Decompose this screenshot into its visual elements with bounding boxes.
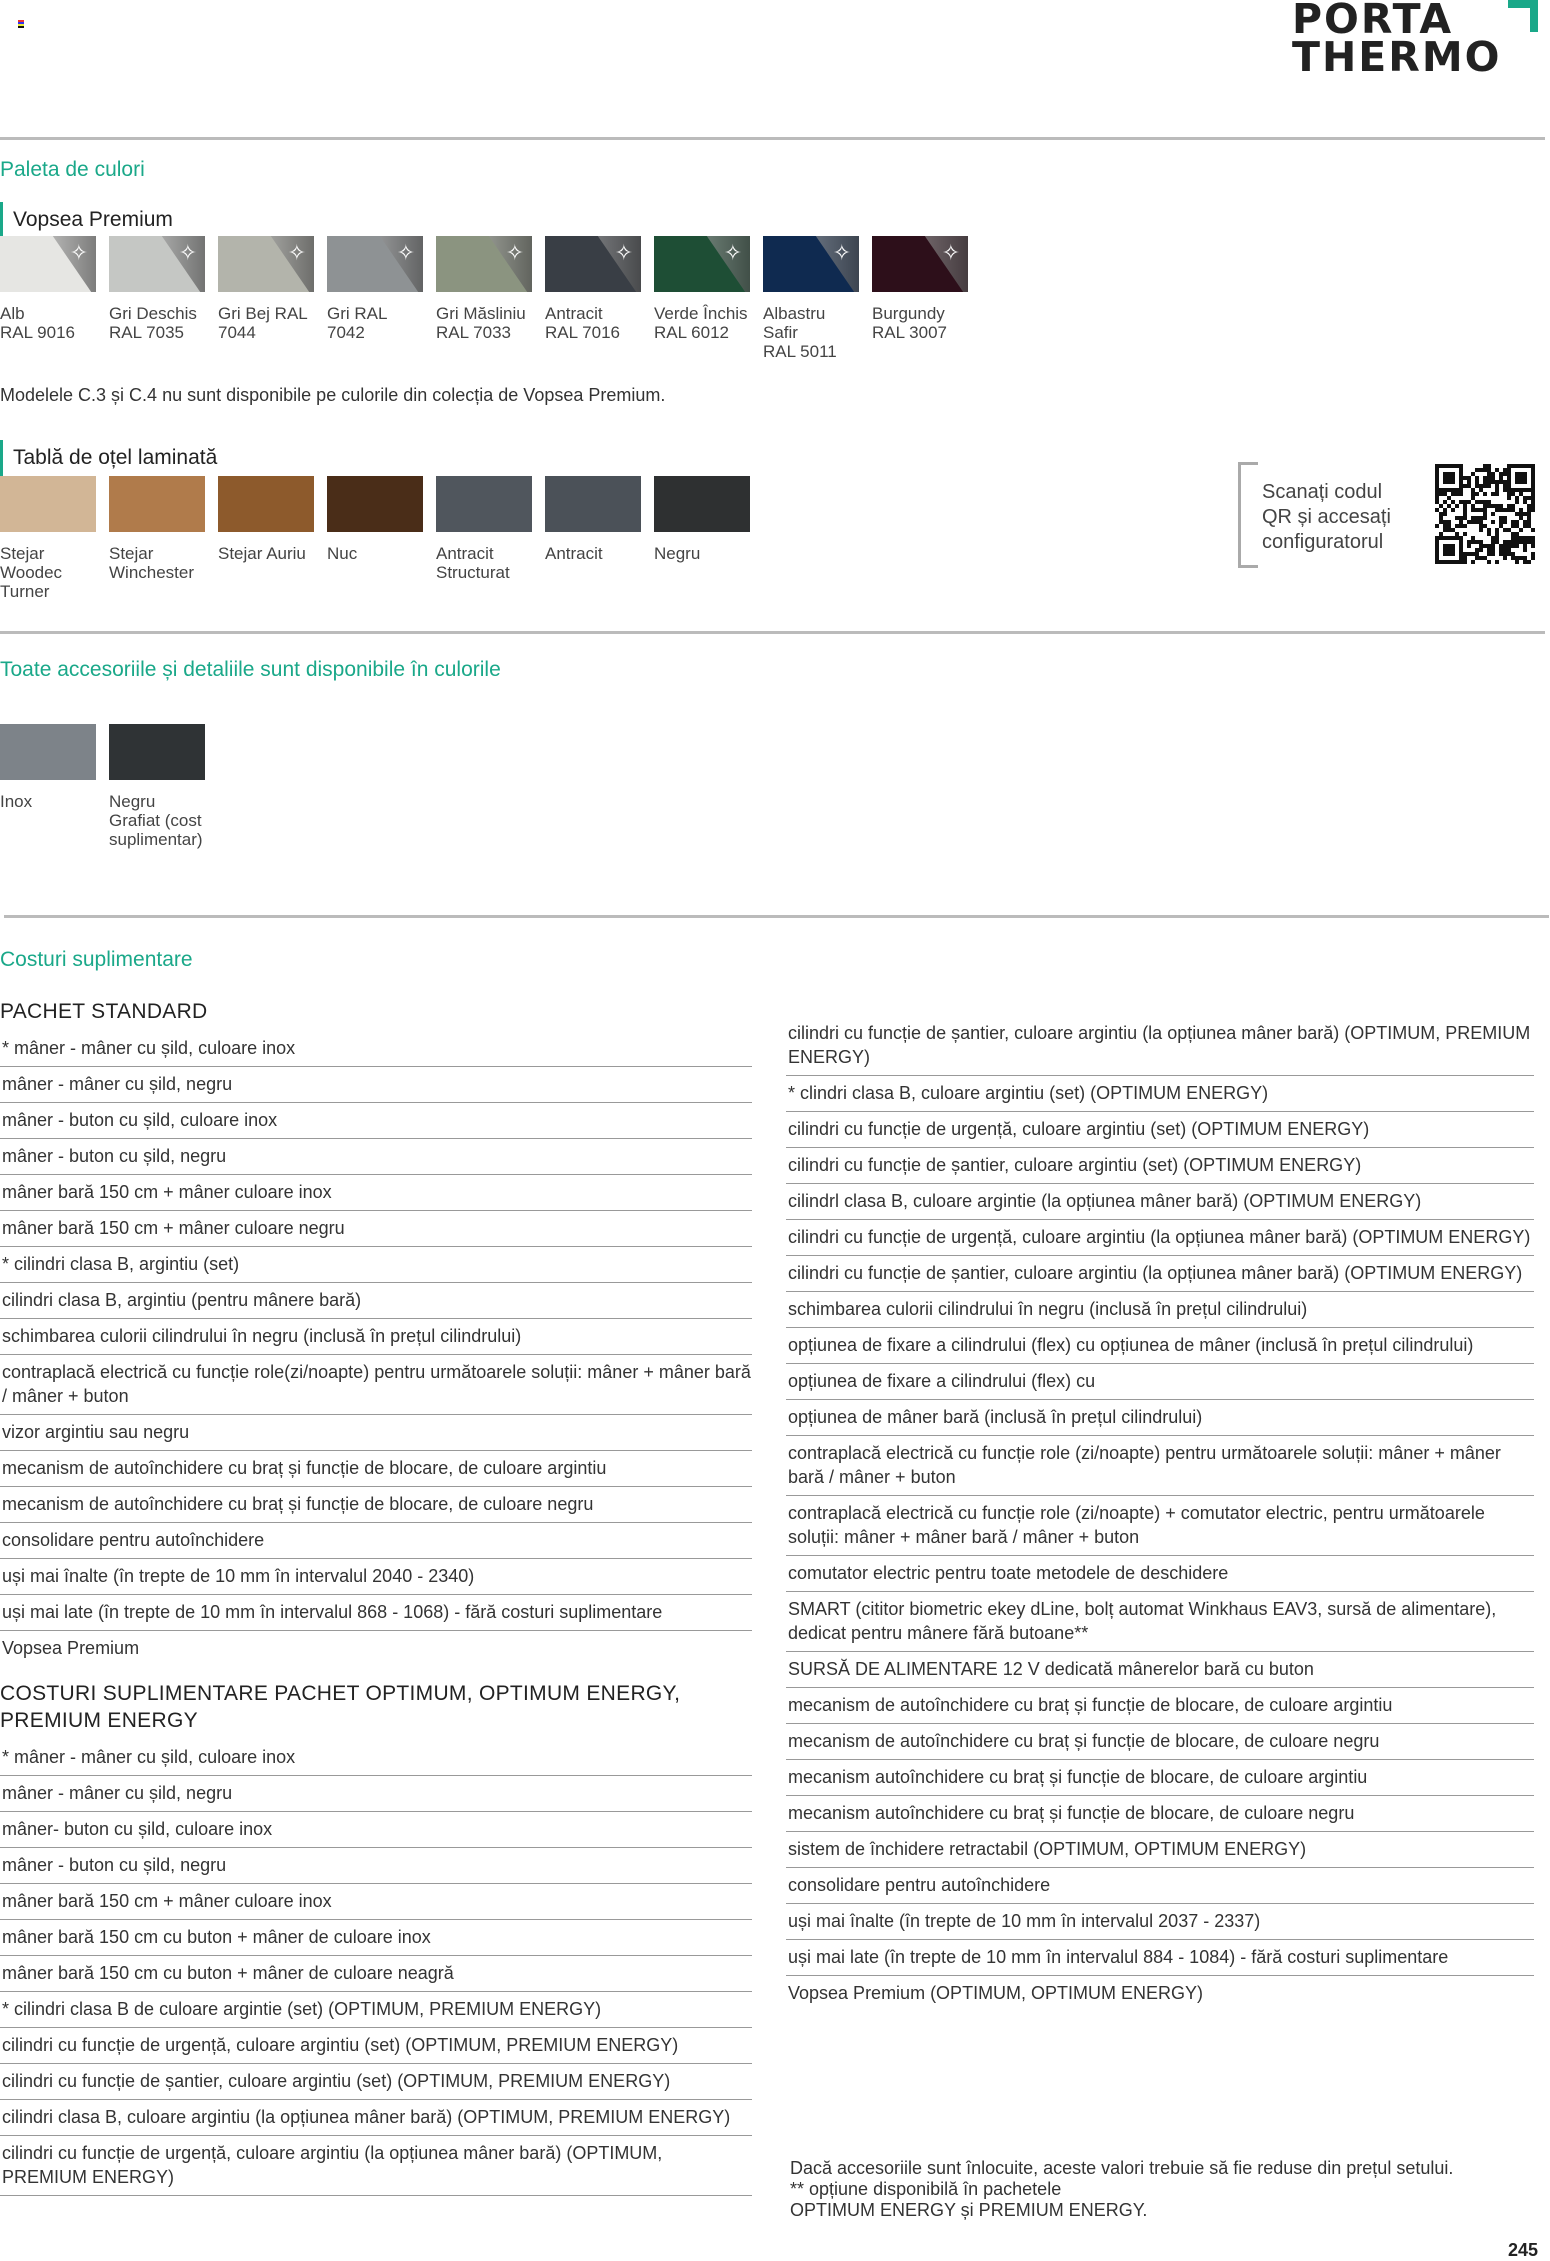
- cost-item: mâner - buton cu șild, culoare inox: [0, 1103, 752, 1139]
- swatch-name: Gri Măsliniu: [436, 304, 526, 323]
- swatch-code: RAL 9016: [0, 323, 75, 342]
- cost-item: Vopsea Premium: [2, 1638, 140, 1658]
- cost-item: * mâner - mâner cu șild, culoare inox: [0, 1740, 752, 1776]
- swatch-chip: [0, 724, 96, 780]
- swatch-label: [327, 304, 423, 342]
- page-number: 245: [1508, 2240, 1539, 2260]
- swatch-label: [0, 544, 96, 601]
- qr-caption: Scanați codul QR și accesați configuratorul: [1262, 481, 1391, 553]
- color-swatch: [436, 476, 532, 601]
- swatch-name: Albastru Safir: [763, 304, 826, 342]
- cost-item: mâner - mâner cu șild, negru: [0, 1776, 752, 1812]
- sparkle-icon: ✧: [505, 240, 524, 265]
- sparkle-icon: ✧: [832, 240, 851, 265]
- standard-heading: PACHET STANDARD: [0, 1000, 208, 1023]
- laminate-heading: Tablă de oțel laminată: [0, 440, 217, 476]
- swatch-code: 7044: [218, 323, 256, 342]
- divider: [0, 631, 1545, 634]
- cost-item: cilindri cu funcție de șantier, culoare argintiu (la opțiunea mâner bară) (OPTIMUM ENERGY): [786, 1256, 1534, 1292]
- color-swatch: [109, 476, 205, 601]
- sparkle-icon: ✧: [723, 240, 742, 265]
- swatch-chip: [545, 236, 641, 292]
- cost-item: Vopsea Premium (OPTIMUM, OPTIMUM ENERGY): [788, 1983, 1204, 2003]
- cost-item: contraplacă electrică cu funcție role (zi/noapte) + comutator electric, pentru următoarele soluții: mâner + mâner bară / mâner + buton: [786, 1496, 1534, 1556]
- swatch-code: RAL 7035: [109, 323, 184, 342]
- cost-item: cilindri cu funcție de urgență, culoare argintiu (la opțiunea mâner bară) (OPTIMUM ENERGY): [786, 1220, 1534, 1256]
- swatch-name: Gri Bej RAL: [218, 304, 308, 323]
- cost-item: opțiunea de fixare a cilindrului (flex) cu opțiunea de mâner (inclusă în prețul cilindrului): [786, 1328, 1534, 1364]
- color-swatch: [327, 236, 423, 361]
- section-title-palette: Paleta de culori: [0, 158, 145, 181]
- swatch-name: Negru: [654, 544, 701, 563]
- logo-line-2: THERMO: [1292, 33, 1502, 81]
- cost-item: mâner bară 150 cm + mâner culoare inox: [0, 1175, 752, 1211]
- color-swatch: [872, 236, 968, 361]
- swatch-label: [327, 544, 423, 563]
- color-swatch: [545, 476, 641, 601]
- divider: [0, 137, 1545, 140]
- cost-item: cilindrl clasa B, culoare argintie (la opțiunea mâner bară) (OPTIMUM ENERGY): [786, 1184, 1534, 1220]
- color-swatch: [0, 476, 96, 601]
- swatch-label: [109, 792, 205, 849]
- cost-item: * mâner - mâner cu șild, culoare inox: [0, 1031, 752, 1067]
- color-swatch: [327, 476, 423, 601]
- footnote-line: Dacă accesoriile sunt înlocuite, aceste valori trebuie să fie reduse din prețul setului.: [790, 2158, 1454, 2178]
- footnote-line: OPTIMUM ENERGY și PREMIUM ENERGY.: [790, 2200, 1148, 2220]
- swatch-name: Antracit: [545, 304, 603, 323]
- cost-item: mâner bară 150 cm cu buton + mâner de culoare inox: [0, 1920, 752, 1956]
- color-swatch: [109, 236, 205, 361]
- cost-item: consolidare pentru autoînchidere: [0, 1523, 752, 1559]
- swatch-label: [654, 304, 750, 342]
- cost-item: mecanism autoînchidere cu braț și funcție de blocare, de culoare argintiu: [786, 1760, 1534, 1796]
- swatch-chip: [109, 236, 205, 292]
- color-swatch: [763, 236, 859, 361]
- costs-left-column: [0, 988, 752, 2196]
- cost-item: SMART (cititor biometric ekey dLine, bolț automat Winkhaus EAV3, sursă de alimentare), dedicat pentru mânere fără butoane**: [786, 1592, 1534, 1652]
- swatch-name: Burgundy: [872, 304, 945, 323]
- swatch-code: RAL 5011: [763, 342, 837, 361]
- standard-list: [0, 1031, 752, 1666]
- swatch-chip: [109, 724, 205, 780]
- cost-item: uși mai înalte (în trepte de 10 mm în intervalul 2037 - 2337): [786, 1904, 1534, 1940]
- optimum-heading: COSTURI SUPLIMENTARE PACHET OPTIMUM, OPTIMUM ENERGY, PREMIUM ENERGY: [0, 1682, 681, 1732]
- porta-thermo-logo: [1292, 0, 1538, 80]
- cost-item: cilindri cu funcție de șantier, culoare argintiu (set) (OPTIMUM, PREMIUM ENERGY): [0, 2064, 752, 2100]
- cost-item: mecanism de autoînchidere cu braț și funcție de blocare, de culoare negru: [0, 1487, 752, 1523]
- color-swatch: [109, 724, 205, 849]
- qr-code[interactable]: [1435, 464, 1535, 564]
- cost-item: cilindri cu funcție de urgență, culoare argintiu (la opțiunea mâner bară) (OPTIMUM, PREMIUM ENERGY): [0, 2136, 752, 2196]
- swatch-code: RAL 6012: [654, 323, 729, 342]
- color-swatch: [218, 476, 314, 601]
- logo-corner-mark: [1508, 0, 1538, 32]
- laminate-swatches: [0, 476, 750, 601]
- cost-item: opțiunea de mâner bară (inclusă în prețul cilindrului): [786, 1400, 1534, 1436]
- cost-item: mâner- buton cu șild, culoare inox: [0, 1812, 752, 1848]
- divider: [4, 915, 1549, 918]
- swatch-chip: [218, 476, 314, 532]
- cost-item: mecanism autoînchidere cu braț și funcție de blocare, de culoare negru: [786, 1796, 1534, 1832]
- swatch-label: [0, 304, 96, 342]
- cost-item: contraplacă electrică cu funcție role (zi/noapte) pentru următoarele soluții: mâner + mâner bară / mâner + buton: [786, 1436, 1534, 1496]
- swatch-name: Nuc: [327, 544, 358, 563]
- swatch-label: [218, 544, 314, 563]
- cost-item: opțiunea de fixare a cilindrului (flex) cu: [786, 1364, 1534, 1400]
- costs-right-column: [786, 1016, 1534, 2011]
- costs-title: Costuri suplimentare: [0, 948, 193, 971]
- cost-item: * clindri clasa B, culoare argintiu (set) (OPTIMUM ENERGY): [786, 1076, 1534, 1112]
- color-swatch: [218, 236, 314, 361]
- cost-item: mâner - buton cu șild, negru: [0, 1139, 752, 1175]
- cost-item: schimbarea culorii cilindrului în negru (inclusă în prețul cilindrului): [786, 1292, 1534, 1328]
- swatch-label: [872, 304, 968, 342]
- swatch-label: [218, 304, 314, 342]
- cost-item: mâner bară 150 cm + mâner culoare inox: [0, 1884, 752, 1920]
- footnote: [790, 2158, 1453, 2221]
- cost-item: mâner - buton cu șild, negru: [0, 1848, 752, 1884]
- logo-line-1: PORTA: [1292, 0, 1454, 43]
- sparkle-icon: ✧: [396, 240, 415, 265]
- swatch-label: [436, 304, 532, 342]
- cost-item: uși mai late (în trepte de 10 mm în intervalul 884 - 1084) - fără costuri suplimentare: [786, 1940, 1534, 1976]
- swatch-label: [763, 304, 859, 361]
- swatch-chip: [436, 236, 532, 292]
- swatch-label: [109, 544, 205, 582]
- swatch-name: Antracit Structurat: [436, 544, 510, 582]
- footnote-line: ** opțiune disponibilă în pachetele: [790, 2179, 1062, 2199]
- swatch-name: Gri RAL: [327, 304, 388, 323]
- swatch-label: [109, 304, 205, 342]
- sparkle-icon: ✧: [614, 240, 633, 265]
- sparkle-icon: ✧: [69, 240, 88, 265]
- cost-item: sistem de închidere retractabil (OPTIMUM, OPTIMUM ENERGY): [786, 1832, 1534, 1868]
- premium-heading: Vopsea Premium: [0, 202, 173, 238]
- swatch-chip: [763, 236, 859, 292]
- cost-item: mecanism de autoînchidere cu braț și funcție de blocare, de culoare negru: [786, 1724, 1534, 1760]
- premium-swatches: [0, 236, 968, 361]
- swatch-label: [0, 792, 96, 811]
- swatch-chip: [327, 236, 423, 292]
- cost-item: mecanism de autoînchidere cu braț și funcție de blocare, de culoare argintiu: [786, 1688, 1534, 1724]
- cost-item: schimbarea culorii cilindrului în negru (inclusă în prețul cilindrului): [0, 1319, 752, 1355]
- swatch-name: Stejar Auriu: [218, 544, 306, 563]
- cost-item: cilindri cu funcție de urgență, culoare argintiu (set) (OPTIMUM, PREMIUM ENERGY): [0, 2028, 752, 2064]
- accessories-title: Toate accesoriile și detaliile sunt disponibile în culorile: [0, 658, 501, 681]
- swatch-chip: [218, 236, 314, 292]
- color-swatch: [545, 236, 641, 361]
- cost-item: uși mai înalte (în trepte de 10 mm în intervalul 2040 - 2340): [0, 1559, 752, 1595]
- swatch-chip: [0, 476, 96, 532]
- swatch-name: Negru Grafiat (cost suplimentar): [109, 792, 203, 849]
- color-swatch: [654, 236, 750, 361]
- swatch-chip: [545, 476, 641, 532]
- swatch-name: Verde Închis: [654, 304, 748, 323]
- color-swatch: [654, 476, 750, 601]
- optimum-list: [0, 1740, 752, 2196]
- cost-item: * cilindri clasa B de culoare argintie (set) (OPTIMUM, PREMIUM ENERGY): [0, 1992, 752, 2028]
- cost-item: mâner - mâner cu șild, negru: [0, 1067, 752, 1103]
- cost-item: consolidare pentru autoînchidere: [786, 1868, 1534, 1904]
- cost-item: uși mai late (în trepte de 10 mm în intervalul 868 - 1068) - fără costuri suplimentare: [0, 1595, 752, 1631]
- print-marks: [18, 20, 24, 28]
- cost-item: * cilindri clasa B, argintiu (set): [0, 1247, 752, 1283]
- cost-item: vizor argintiu sau negru: [0, 1415, 752, 1451]
- swatch-chip: [872, 236, 968, 292]
- swatch-chip: [327, 476, 423, 532]
- sparkle-icon: ✧: [941, 240, 960, 265]
- swatch-name: Inox: [0, 792, 33, 811]
- cost-item: SURSĂ DE ALIMENTARE 12 V dedicată mânerelor bară cu buton: [786, 1652, 1534, 1688]
- cost-item: cilindri cu funcție de șantier, culoare argintiu (set) (OPTIMUM ENERGY): [786, 1148, 1534, 1184]
- cost-item: cilindri cu funcție de șantier, culoare argintiu (la opțiunea mâner bară) (OPTIMUM, PREMIUM ENERGY): [786, 1016, 1534, 1076]
- cost-item: cilindri clasa B, argintiu (pentru mânere bară): [0, 1283, 752, 1319]
- qr-bracket: [1238, 462, 1258, 568]
- cost-item: comutator electric pentru toate metodele de deschidere: [786, 1556, 1534, 1592]
- cost-item: mâner bară 150 cm cu buton + mâner de culoare neagră: [0, 1956, 752, 1992]
- cost-item: contraplacă electrică cu funcție role(zi/noapte) pentru următoarele soluții: mâner + mâner bară / mâner + buton: [0, 1355, 752, 1415]
- premium-note: Modelele C.3 și C.4 nu sunt disponibile pe culorile din colecția de Vopsea Premium.: [0, 385, 666, 405]
- swatch-code: 7042: [327, 323, 365, 342]
- swatch-label: [654, 544, 750, 563]
- swatch-code: RAL 3007: [872, 323, 947, 342]
- swatch-label: [545, 304, 641, 342]
- cost-item: cilindri clasa B, culoare argintiu (la opțiunea mâner bară) (OPTIMUM, PREMIUM ENERGY): [0, 2100, 752, 2136]
- color-swatch: [0, 236, 96, 361]
- swatch-label: [545, 544, 641, 563]
- swatch-name: Antracit: [545, 544, 603, 563]
- swatch-code: RAL 7033: [436, 323, 511, 342]
- swatch-name: Alb: [0, 304, 25, 323]
- cost-item: cilindri cu funcție de urgență, culoare argintiu (set) (OPTIMUM ENERGY): [786, 1112, 1534, 1148]
- sparkle-icon: ✧: [287, 240, 306, 265]
- swatch-name: Stejar Woodec Turner: [0, 544, 63, 601]
- color-swatch: [0, 724, 96, 849]
- cost-item: mecanism de autoînchidere cu braț și funcție de blocare, de culoare argintiu: [0, 1451, 752, 1487]
- swatch-name: Gri Deschis: [109, 304, 197, 323]
- swatch-code: RAL 7016: [545, 323, 620, 342]
- cost-item: mâner bară 150 cm + mâner culoare negru: [0, 1211, 752, 1247]
- swatch-chip: [0, 236, 96, 292]
- swatch-chip: [654, 236, 750, 292]
- sparkle-icon: ✧: [178, 240, 197, 265]
- swatch-label: [436, 544, 532, 582]
- swatch-chip: [109, 476, 205, 532]
- swatch-name: Stejar Winchester: [109, 544, 195, 582]
- swatch-chip: [436, 476, 532, 532]
- color-swatch: [436, 236, 532, 361]
- accessory-swatches: [0, 724, 205, 849]
- swatch-chip: [654, 476, 750, 532]
